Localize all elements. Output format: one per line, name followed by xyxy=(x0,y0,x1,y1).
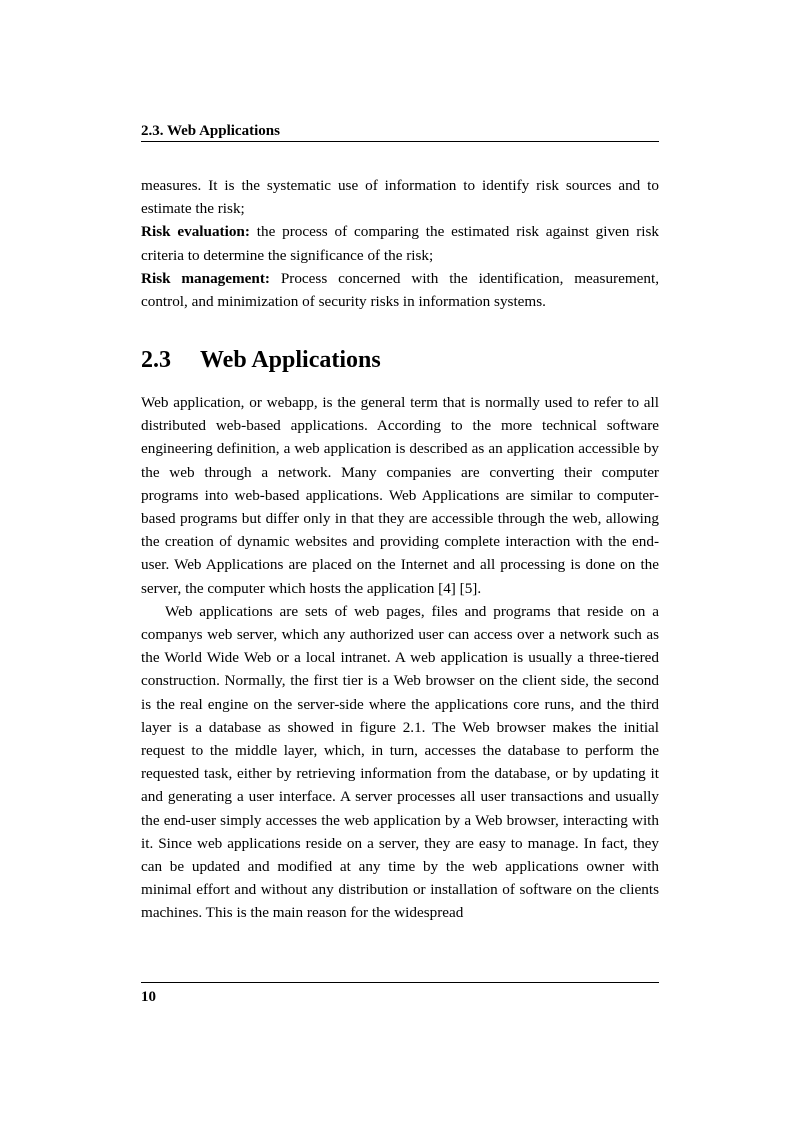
continuation-paragraph: measures. It is the systematic use of information to identify risk sources and to estimate the risk; xyxy=(141,177,659,218)
definition-risk-evaluation xyxy=(141,220,659,266)
running-head: 2.3. Web Applications xyxy=(141,121,659,142)
page-number: 10 xyxy=(141,989,156,1005)
definitions-block xyxy=(141,174,659,313)
section-body xyxy=(141,391,659,925)
section-heading xyxy=(141,344,659,376)
footer-rule xyxy=(141,982,659,983)
definition-text: the process of comparing the estimated risk against given risk criteria to determine the significance of the risk; xyxy=(141,223,659,264)
section-title: Web Applications xyxy=(200,347,381,373)
body-paragraph: Web application, or webapp, is the general term that is normally used to refer to all distributed web-based applications. According to the more technical software engineering definition, a web application is described as an application accessible by the web through a network. Many companies are converting their computer programs into web-based applications. Web Applications are similar to computer-based programs but differ only in that they are accessible through the web, allowing the creation of dynamic websites and providing complete interaction with the end-user. Web Applications are placed on the Internet and all processing is done on the server, the computer which hosts the application [4] [5]. xyxy=(141,394,659,597)
definition-term: Risk management: xyxy=(141,269,270,287)
body-paragraph: Web applications are sets of web pages, files and programs that reside on a companys web server, which any authorized user can access over a network such as the World Wide Web or a local intranet. A web application is usually a three-tiered construction. Normally, the first tier is a Web browser on the client side, the second is the real engine on the server-side where the applications core runs, and the third layer is a database as showed in figure 2.1. The Web browser makes the initial request to the middle layer, which, in turn, accesses the database to perform the requested task, either by retrieving information from the database, or by updating it and generating a user interface. A server processes all user transactions and usually the end-user simply accesses the web application by a Web browser, interacting with it. Since web applications reside on a server, they are easy to manage. In fact, they can be updated and modified at any time by the web applications owner with minimal effort and without any distribution or installation of software on the clients machines. This is the main reason for the widespread xyxy=(141,602,659,922)
definition-text: Process concerned with the identification, measurement, control, and minimization of security risks in information systems. xyxy=(141,269,659,311)
definition-term: Risk evaluation: xyxy=(141,223,250,241)
section-number: 2.3 xyxy=(141,347,171,373)
definition-risk-management xyxy=(141,267,659,313)
